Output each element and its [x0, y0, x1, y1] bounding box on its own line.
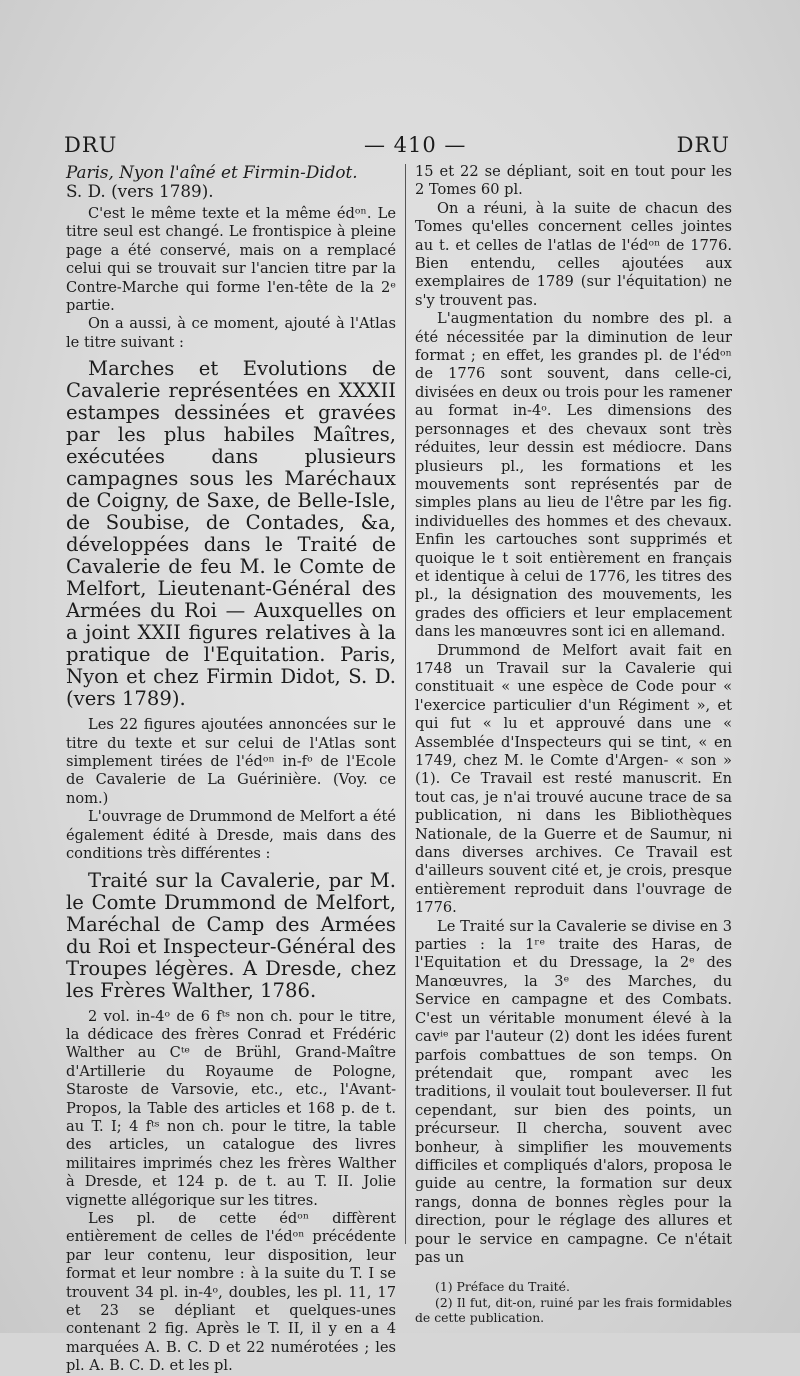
paragraph: On a aussi, à ce moment, ajouté à l'Atlas le titre suivant : — [66, 315, 396, 351]
book-title-traite: Traité sur la Cavalerie, par M. le Comte Drummond de Melfort, Maréchal de Camp des Armées du Roi et Inspecteur-Général des Troupes légères. A Dresde, chez les Frères Walther, 1786. — [66, 868, 396, 1002]
imprint-line-1: Paris, Nyon l'aîné et Firmin-Didot. — [66, 162, 358, 182]
paragraph: Les pl. de cette édᵒⁿ diffèrent entièrement de celles de l'édᵒⁿ précédente par leur contenu, leur disposition, leur format et leur nombre : à la suite du T. I se trouvent 34 pl. in-4ᵒ, doubles, les pl. 11, 17 et 23 se dépliant et quelques-unes contenant 2 fig. Après le T. II, il y en a 4 marquées A. B. C. D et 22 numérotées ; les pl. A. B. C. D. et les pl. — [66, 1209, 396, 1375]
header-right-word: DRU — [676, 133, 730, 157]
running-header — [64, 133, 730, 163]
footnote: (2) Il fut, dit-on, ruiné par les frais formidables de cette publication. — [415, 1294, 732, 1326]
page-number: — 410 — — [364, 133, 467, 157]
left-column — [66, 163, 396, 1376]
footnote: (1) Préface du Traité. — [435, 1279, 570, 1295]
paragraph: C'est le même texte et la même édᵒⁿ. Le titre seul est changé. Le frontispice à pleine page a été conservé, mais on a remplacé celui qui se trouvait sur l'ancien titre par la Contre-Marche qui forme l'en-tête de la 2ᵉ partie. — [66, 205, 396, 315]
paragraph: On a réuni, à la suite de chacun des Tomes qu'elles concernent celles jointes au t. et celles de l'atlas de l'édᵒⁿ de 1776. Bien entendu, celles ajoutées aux exemplaires de 1789 (sur l'équitation) ne s'y trouvent pas. — [415, 199, 732, 309]
paragraph: 15 et 22 se dépliant, soit en tout pour les 2 Tomes 60 pl. — [415, 163, 732, 199]
footnotes — [415, 1279, 732, 1326]
paragraph: L'ouvrage de Drummond de Melfort a été également édité à Dresde, mais dans des conditions très différentes : — [66, 808, 396, 863]
paragraph: L'augmentation du nombre des pl. a été nécessitée par la diminution de leur format ; en effet, les grandes pl. de l'édᵒⁿ de 1776 sont souvent, dans celle-ci, divisées en deux ou trois pour les ramener au format in-4ᵒ. Les dimensions des personnages et des chevaux sont très réduites, leur dessin est médiocre. Dans plusieurs pl., les formations et les mouvements sont représentés par de simples plans au lieu de l'être par les fig. individuelles des hommes et des chevaux. Enfin les cartouches sont supprimés et quoique le t soit entièrement en français et identique à celui de 1776, les titres des pl., la désignation des mouvements, les grades des officiers et leur emplacement dans les manœuvres sont ici en allemand. — [415, 310, 732, 641]
paragraph: Les 22 figures ajoutées annoncées sur le titre du texte et sur celui de l'Atlas sont simplement tirées de l'édᵒⁿ in-fᵒ de l'Ecole de Cavalerie de La Guérinière. (Voy. ce nom.) — [66, 716, 396, 807]
right-column — [415, 163, 732, 1326]
paragraph: 2 vol. in-4ᵒ de 6 fᵗˢ non ch. pour le titre, la dédicace des frères Conrad et Frédéric Walther au Cᵗᵉ de Brühl, Grand-Maître d'Artillerie du Royaume de Pologne, Staroste de Varsovie, etc., etc., l'Avant-Propos, la Table des articles et 168 p. de t. au T. I; 4 fᵗˢ non ch. pour le titre, la table des articles, un catalogue des livres militaires imprimés chez les frères Walther à Dresde, et 124 p. de t. au T. II. Jolie vignette allégorique sur les titres. — [66, 1007, 396, 1209]
paragraph: Drummond de Melfort avait fait en 1748 un Travail sur la Cavalerie qui constituait « une espèce de Code pour « l'exercice particulier d'un Régiment », et qui fut « lu et approuvé dans une « Assemblée d'Inspecteurs qui se tint, « en 1749, chez M. le Comte d'Argen- « son » (1). Ce Travail est resté manuscrit. En tout cas, je n'ai trouvé aucune trace de sa publication, ni dans les Bibliothèques Nationale, de la Guerre et de Saumur, ni dans diverses archives. Ce Travail est d'ailleurs souvent cité et, je crois, presque entièrement reproduit dans l'ouvrage de 1776. — [415, 641, 732, 917]
imprint-line-2: S. D. (vers 1789). — [66, 181, 214, 201]
paragraph: Le Traité sur la Cavalerie se divise en 3 parties : la 1ʳᵉ traite des Haras, de l'Equitation et du Dressage, la 2ᵉ des Manœuvres, la 3ᵉ des Marches, du Service en campagne et des Combats. C'est un véritable monument élevé à la cavⁱᵉ par l'auteur (2) dont les idées furent parfois combattues de son temps. On prétendait que, rompant avec les traditions, il voulait tout bouleverser. Il fut cependant, sur bien des points, un précurseur. Il chercha, souvent avec bonheur, à simplifier les mouvements difficiles et compliqués d'alors, proposa le guide au centre, la formation sur deux rangs, donna de bonnes règles pour la direction, pour le réglage des allures et pour le service en campagne. Ce n'était pas un — [415, 917, 732, 1266]
column-divider — [405, 164, 406, 1244]
header-left-word: DRU — [64, 133, 118, 157]
book-title-marches: Marches et Evolutions de Cavalerie représentées en XXXII estampes dessinées et gravées par les plus habiles Maîtres, exécutées dans plusieurs campagnes sous les Maréchaux de Coigny, de Saxe, de Belle-Isle, de Soubise, de Contades, &a, développées dans le Traité de Cavalerie de feu M. le Comte de Melfort, Lieutenant-Général des Armées du Roi — Auxquelles on a joint XXII figures relatives à la pratique de l'Equitation. Paris, Nyon et chez Firmin Didot, S. D. (vers 1789). — [66, 357, 396, 711]
